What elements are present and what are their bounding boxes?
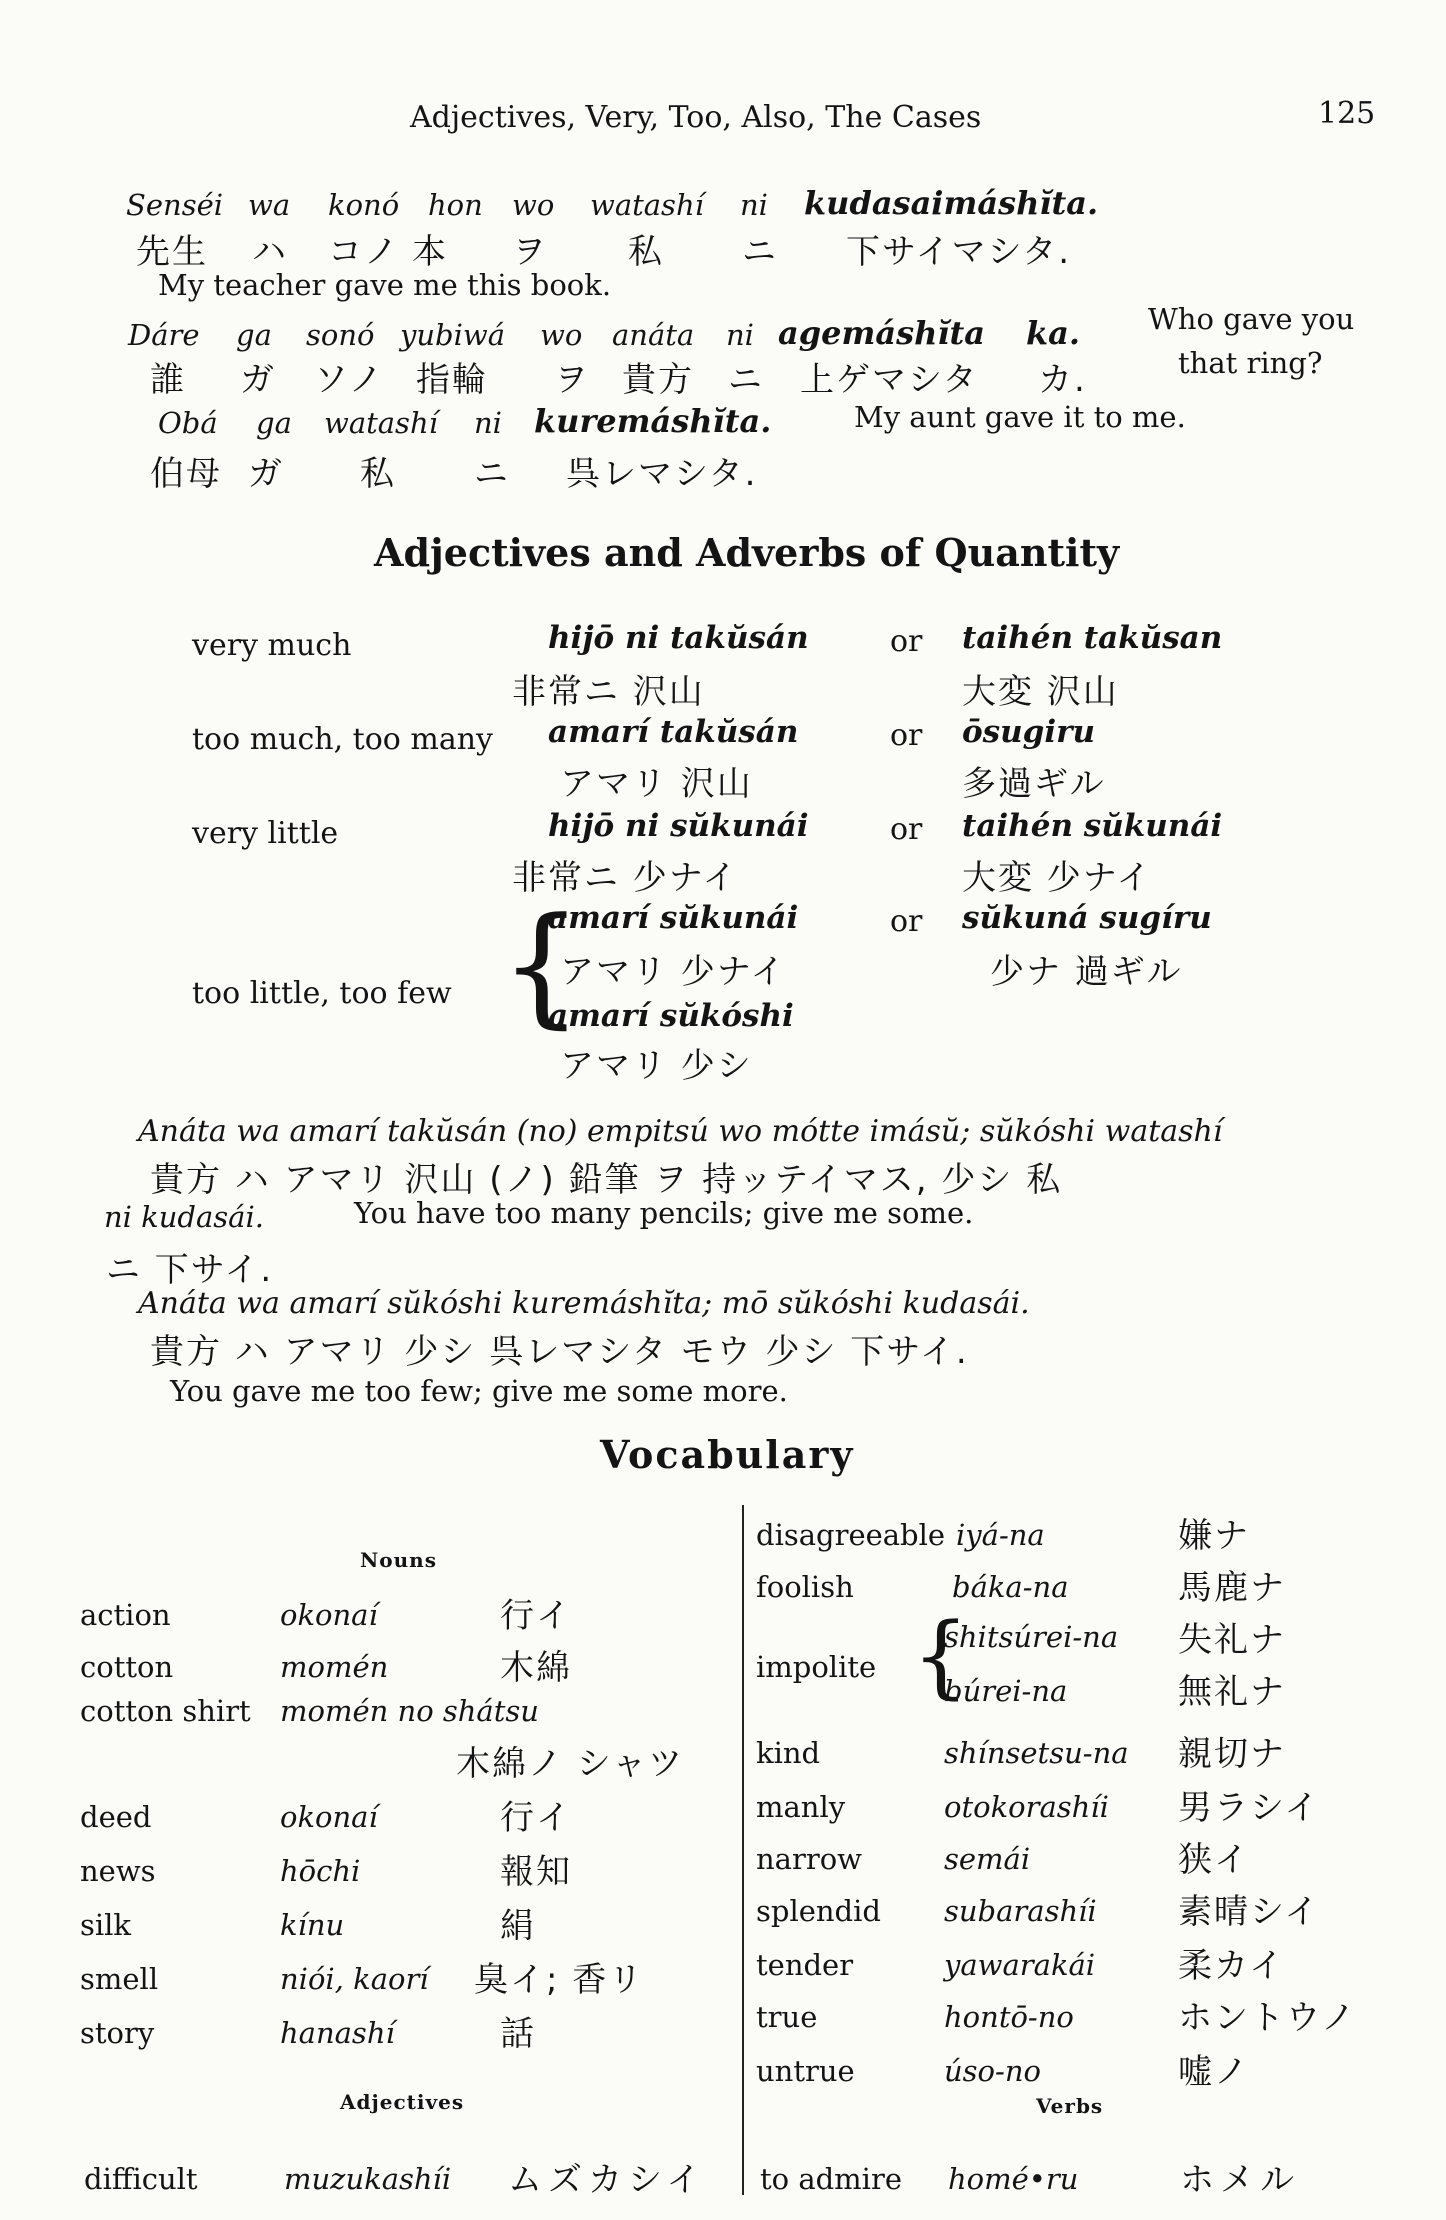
romaji-word: Obá: [158, 406, 218, 440]
adjective-romaji: búrei-na: [944, 1674, 1068, 1708]
adjectives-heading: Adjectives: [340, 2090, 465, 2114]
noun-romaji: hōchi: [280, 1854, 361, 1888]
adjective-romaji: iyá-na: [956, 1518, 1045, 1552]
kanji-word: 先生: [136, 232, 208, 272]
kanji-line: 貴方 ハ アマリ 少シ 呉レマシタ モウ 少シ 下サイ.: [150, 1332, 969, 1372]
adjective-romaji: semái: [944, 1842, 1031, 1876]
romaji-word: wo: [512, 188, 555, 222]
adjective-romaji: shitsúrei-na: [944, 1620, 1119, 1654]
romaji-word: agemáshĭta: [778, 314, 986, 352]
kanji-word: 上ゲマシタ: [800, 360, 979, 400]
option-b-romaji: taihén takŭsan: [962, 620, 1223, 656]
kanji-word: ガ: [248, 454, 284, 494]
adjective-romaji: yawarakái: [944, 1948, 1096, 1982]
romaji-word: Dáre: [128, 318, 200, 352]
kanji-word: ソノ: [314, 360, 385, 400]
left-brace: {: [912, 1604, 970, 1709]
romaji-word: ka.: [1026, 314, 1081, 352]
adjective-romaji: otokorashíi: [944, 1790, 1109, 1824]
option-b-kanji: 大変 沢山: [962, 672, 1119, 712]
kanji-word: 下サイマシタ.: [846, 232, 1072, 272]
page-number: 125: [1318, 96, 1376, 131]
noun-en: deed: [80, 1800, 152, 1834]
section-heading-vocabulary: Vocabulary: [600, 1432, 855, 1477]
noun-jp: 行イ: [500, 1798, 572, 1838]
noun-romaji: hanashí: [280, 2016, 395, 2050]
romaji-line: ni kudasái.: [104, 1200, 264, 1234]
adjective-jp: 失礼ナ: [1178, 1620, 1286, 1660]
kanji-word: 呉レマシタ.: [566, 454, 758, 494]
adjective-en: difficult: [84, 2162, 198, 2196]
kanji-word: ハ: [252, 232, 288, 272]
adjective-jp: 無礼ナ: [1178, 1672, 1286, 1712]
kanji-word: 貴方: [622, 360, 694, 400]
noun-jp: 絹: [500, 1906, 536, 1946]
adjective-romaji: shínsetsu-na: [944, 1736, 1129, 1770]
kanji-line: 貴方 ハ アマリ 沢山 (ノ) 鉛筆 ヲ 持ッテイマス, 少シ 私: [150, 1160, 1063, 1200]
romaji-word: Senséi: [126, 188, 224, 222]
romaji-word: ga: [256, 406, 292, 440]
romaji-word: sonó: [306, 318, 375, 352]
adjective-en: tender: [756, 1948, 854, 1982]
noun-romaji: niói, kaorí: [280, 1962, 429, 1996]
adjective-jp: 素晴シイ: [1178, 1892, 1321, 1932]
adjective-jp: 嘘ノ: [1178, 2052, 1250, 2092]
option-b-kanji: 少ナ 過ギル: [990, 952, 1183, 992]
kanji-line: ニ 下サイ.: [106, 1250, 274, 1290]
option-a-kanji: アマリ 沢山: [560, 764, 753, 804]
adjective-romaji: úso-no: [944, 2054, 1041, 2088]
or-label: or: [890, 904, 923, 939]
quantity-label: too little, too few: [192, 976, 452, 1011]
verb-romaji: homé•ru: [948, 2162, 1079, 2196]
kanji-word: 私: [360, 454, 396, 494]
option-b-romaji: sŭkuná sugíru: [962, 900, 1212, 936]
section-heading-quantity: Adjectives and Adverbs of Quantity: [374, 530, 1120, 575]
english-translation: You gave me too few; give me some more.: [170, 1374, 788, 1408]
quantity-label: too much, too many: [192, 722, 493, 757]
kanji-word: 本: [412, 232, 448, 272]
adjective-jp: 男ラシイ: [1178, 1788, 1321, 1828]
kanji-word: ヲ: [512, 232, 548, 272]
kanji-word: 伯母: [150, 454, 222, 494]
kanji-word: ヲ: [554, 360, 590, 400]
noun-romaji: okonaí: [280, 1800, 378, 1834]
running-header: Adjectives, Very, Too, Also, The Cases: [410, 100, 982, 135]
kanji-word: コノ: [328, 232, 400, 272]
adjective-en: disagreeable: [756, 1518, 946, 1552]
adjective-en: manly: [756, 1790, 846, 1824]
noun-jp: 木綿ノ シャツ: [456, 1744, 685, 1784]
adjective-jp: 親切ナ: [1178, 1734, 1286, 1774]
option-a-romaji: hijō ni sŭkunái: [548, 808, 809, 844]
english-translation: Who gave you: [1148, 302, 1355, 336]
quantity-label: very little: [192, 816, 339, 851]
option-a-romaji: amarí sŭkunái: [548, 900, 799, 936]
column-divider: [742, 1505, 744, 2195]
kanji-word: 指輪: [416, 360, 488, 400]
noun-en: silk: [80, 1908, 132, 1942]
adjective-romaji: báka-na: [952, 1570, 1069, 1604]
adjective-en: true: [756, 2000, 818, 2034]
option-a-kanji: アマリ 少ナイ: [560, 952, 787, 992]
option-c-kanji: アマリ 少シ: [560, 1046, 753, 1086]
romaji-word: wo: [540, 318, 583, 352]
adjective-en: impolite: [756, 1650, 877, 1684]
english-translation: My aunt gave it to me.: [854, 400, 1186, 434]
adjective-jp: 馬鹿ナ: [1178, 1568, 1286, 1608]
adjective-en: kind: [756, 1736, 821, 1770]
english-translation: My teacher gave me this book.: [158, 268, 612, 302]
kanji-word: 私: [628, 232, 664, 272]
romaji-word: anáta: [612, 318, 695, 352]
kanji-word: ガ: [240, 360, 276, 400]
romaji-word: watashí: [324, 406, 438, 440]
romaji-word: ni: [726, 318, 754, 352]
noun-en: news: [80, 1854, 156, 1888]
noun-en: cotton: [80, 1650, 174, 1684]
romaji-word: ni: [474, 406, 502, 440]
noun-en: cotton shirt: [80, 1694, 251, 1728]
verbs-heading: Verbs: [1036, 2094, 1104, 2118]
adjective-romaji: muzukashíi: [284, 2162, 452, 2196]
romaji-word: ga: [236, 318, 272, 352]
noun-en: smell: [80, 1962, 159, 1996]
option-c-romaji: amarí sŭkóshi: [548, 998, 794, 1034]
romaji-word: kudasaimáshĭta.: [804, 184, 1099, 222]
quantity-label: very much: [192, 628, 352, 663]
option-a-kanji: 非常ニ 少ナイ: [512, 858, 739, 898]
verb-jp: ホメル: [1180, 2160, 1300, 2200]
option-b-kanji: 多過ギル: [962, 764, 1106, 804]
option-a-romaji: hijō ni takŭsán: [548, 620, 809, 656]
noun-romaji: okonaí: [280, 1598, 378, 1632]
romaji-word: yubiwá: [400, 318, 506, 352]
romaji-line: Anáta wa amarí takŭsán (no) empitsú wo mótte imásŭ; sŭkóshi watashí: [138, 1114, 1223, 1149]
adjective-jp: ムズカシイ: [508, 2160, 707, 2200]
option-a-romaji: amarí takŭsán: [548, 714, 799, 750]
option-b-kanji: 大変 少ナイ: [962, 858, 1153, 898]
noun-jp: 臭イ; 香リ: [474, 1960, 645, 2000]
adjective-en: untrue: [756, 2054, 855, 2088]
option-a-kanji: 非常ニ 沢山: [512, 672, 705, 712]
adjective-jp: 嫌ナ: [1178, 1516, 1250, 1556]
noun-romaji: momén no shátsu: [280, 1694, 539, 1728]
noun-romaji: momén: [280, 1650, 389, 1684]
kanji-word: 誰: [150, 360, 186, 400]
noun-jp: 行イ: [500, 1596, 572, 1636]
adjective-romaji: hontō-no: [944, 2000, 1074, 2034]
option-b-romaji: taihén sŭkunái: [962, 808, 1223, 844]
noun-jp: 話: [500, 2014, 536, 2054]
adjective-romaji: subarashíi: [944, 1894, 1097, 1928]
adjective-en: splendid: [756, 1894, 881, 1928]
romaji-word: watashí: [590, 188, 704, 222]
noun-jp: 報知: [500, 1852, 572, 1892]
or-label: or: [890, 812, 923, 847]
adjective-jp: 柔カイ: [1178, 1946, 1285, 1986]
kanji-word: カ.: [1038, 360, 1087, 400]
noun-en: action: [80, 1598, 171, 1632]
romaji-word: kuremáshĭta.: [534, 402, 772, 440]
adjective-en: foolish: [756, 1570, 854, 1604]
kanji-word: ニ: [474, 454, 510, 494]
noun-en: story: [80, 2016, 155, 2050]
adjective-en: narrow: [756, 1842, 862, 1876]
or-label: or: [890, 624, 923, 659]
verb-en: to admire: [760, 2162, 902, 2196]
english-translation: You have too many pencils; give me some.: [354, 1196, 974, 1230]
romaji-word: wa: [248, 188, 291, 222]
romaji-word: konó: [328, 188, 400, 222]
romaji-word: ni: [740, 188, 768, 222]
kanji-word: ニ: [728, 360, 764, 400]
left-brace: {: [500, 889, 583, 1041]
option-b-romaji: ōsugiru: [962, 714, 1095, 750]
adjective-jp: 狭イ: [1178, 1840, 1250, 1880]
romaji-word: hon: [428, 188, 483, 222]
romaji-line: Anáta wa amarí sŭkóshi kuremáshĭta; mō sŭkóshi kudasái.: [138, 1286, 1030, 1321]
kanji-word: ニ: [742, 232, 778, 272]
noun-romaji: kínu: [280, 1908, 345, 1942]
nouns-heading: Nouns: [360, 1548, 437, 1572]
noun-jp: 木綿: [500, 1648, 572, 1688]
or-label: or: [890, 718, 923, 753]
adjective-jp: ホントウノ: [1178, 1998, 1357, 2038]
english-translation: that ring?: [1178, 346, 1323, 380]
